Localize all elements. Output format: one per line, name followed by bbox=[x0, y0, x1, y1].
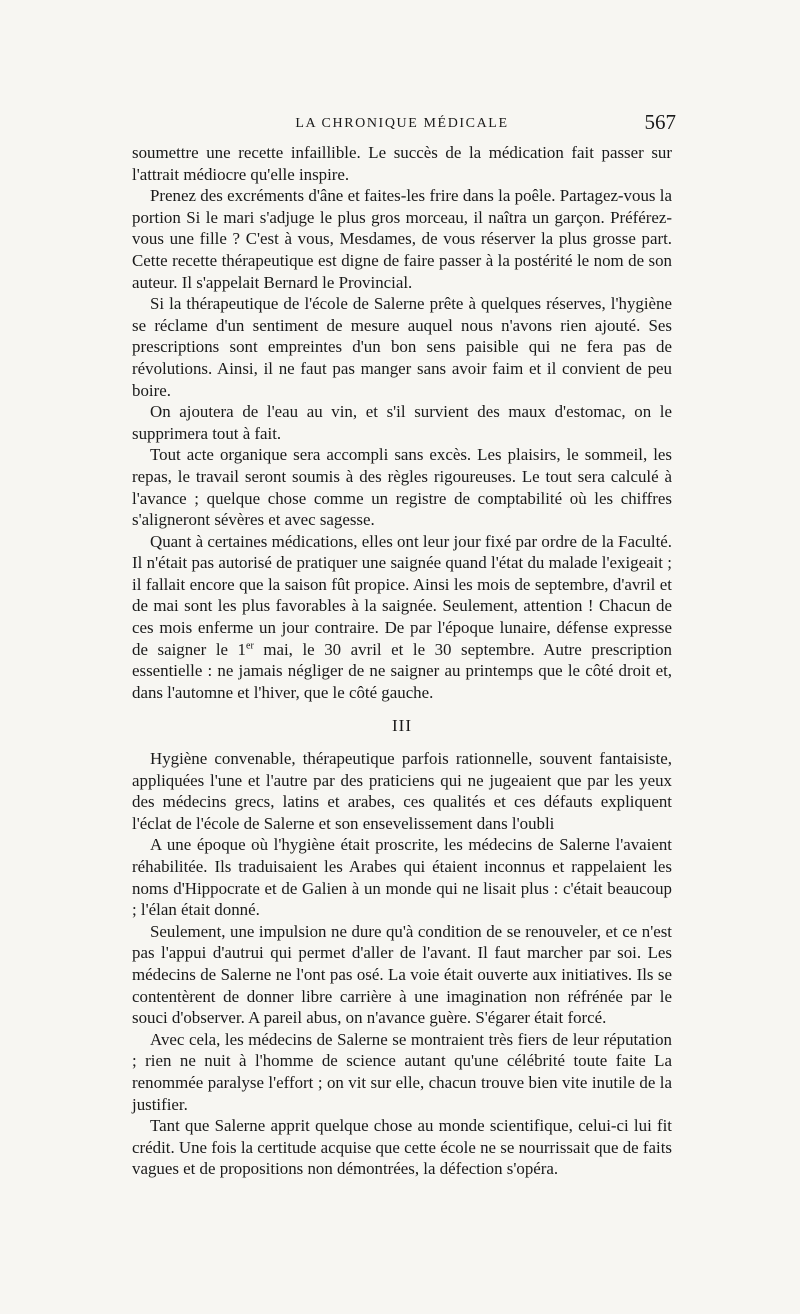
section-body bbox=[132, 142, 672, 1180]
paragraph: Avec cela, les médecins de Salerne se montraient très fiers de leur réputation ; rien ne nuit à l'homme de science autant qu'une célébrité toute faite La renommée paralyse l'effort ; on vit sur elle, chacun trouve bien vite inutile de la justifier. bbox=[132, 1029, 672, 1114]
paragraph: soumettre une recette infaillible. Le succès de la médication fait passer sur l'attrait médiocre qu'elle inspire. bbox=[132, 143, 672, 184]
running-title: LA CHRONIQUE MÉDICALE bbox=[295, 116, 509, 131]
paragraph bbox=[132, 531, 672, 704]
paragraph-text: Quant à certaines médications, elles ont leur jour fixé par ordre de la Faculté. Il n'était pas autorisé de pratiquer une saignée quand l'état du malade l'exigeait ; il fallait encore que la saison fût propice. Ainsi les mois de septembre, d'avril et de mai sont les plus favorables à la saignée. Seulement, attention ! Chacun de ces mois enferme un jour contraire. De par l'époque lunaire, défense expresse de saigner le 1 bbox=[132, 531, 672, 659]
running-header bbox=[132, 110, 676, 138]
page bbox=[132, 110, 676, 1180]
section-heading: III bbox=[392, 716, 412, 736]
paragraph: Seulement, une impulsion ne dure qu'à condition de se renouveler, et ce n'est pas l'appui d'autrui qui permet d'aller de l'avant. Il faut marcher par soi. Les médecins de Salerne ne l'ont pas osé. La voie était ouverte aux initiatives. Ils se contentèrent de donner libre carrière à une imagination non réfrénée par le souci d'observer. A pareil abus, on n'avance guère. S'égarer était forcé. bbox=[132, 921, 672, 1028]
paragraph: Prenez des excréments d'âne et faites-les frire dans la poêle. Partagez-vous la portion Si le mari s'adjuge le plus gros morceau, il naîtra un garçon. Préférez-vous une fille ? C'est à vous, Mesdames, de vous réserver la plus grosse part. Cette recette thérapeutique est digne de faire passer à la postérité le nom de son auteur. Il s'appelait Bernard le Provincial. bbox=[132, 186, 672, 292]
paragraph: On ajoutera de l'eau au vin, et s'il survient des maux d'estomac, on le supprimera tout à fait. bbox=[132, 402, 672, 443]
paragraph: Si la thérapeutique de l'école de Salerne prête à quelques réserves, l'hygiène se réclame d'un sentiment de mesure auquel nous n'avons rien ajouté. Ses prescriptions sont empreintes d'un bon sens paisible qui ne fera pas de révolutions. Ainsi, il ne faut pas manger sans avoir faim et il convient de peu boire. bbox=[132, 294, 672, 400]
paragraph: Tant que Salerne apprit quelque chose au monde scientifique, celui-ci lui fit crédit. Une fois la certitude acquise que cette école ne se nourrissait que de faits vagues et de propositions non démontrées, la défection s'opéra. bbox=[132, 1116, 672, 1179]
page-number: 567 bbox=[644, 110, 676, 134]
paragraph: A une époque où l'hygiène était proscrite, les médecins de Salerne l'avaient réhabilitée. Ils traduisaient les Arabes qui étaient inconnus et rappelaient les noms d'Hippocrate et de Galien à un monde qui ne lisait plus : c'était beaucoup ; l'élan était donné. bbox=[132, 835, 672, 920]
paragraph-text: mai, le 30 avril et le 30 septembre. Autre prescription essentielle : ne jamais négliger de ne saigner au printemps que le côté droit et, dans l'automne et l'hiver, que le côté gauche. bbox=[132, 639, 672, 702]
ordinal-superscript: er bbox=[246, 640, 254, 652]
paragraph: Hygiène convenable, thérapeutique parfois rationnelle, souvent fantaisiste, appliquées l'une et l'autre par des praticiens qui ne jugeaient que par les yeux des médecins grecs, latins et arabes, ces qualités et ces défauts expliquent l'éclat de l'école de Salerne et son ensevelissement dans l'oubli bbox=[132, 749, 672, 833]
paragraph: Tout acte organique sera accompli sans excès. Les plaisirs, le sommeil, les repas, le travail seront soumis à des règles rigoureuses. Le tout sera calculé à l'avance ; quelque chose comme un registre de comptabilité où les chiffres s'aligneront sévères et avec sagesse. bbox=[132, 445, 672, 530]
